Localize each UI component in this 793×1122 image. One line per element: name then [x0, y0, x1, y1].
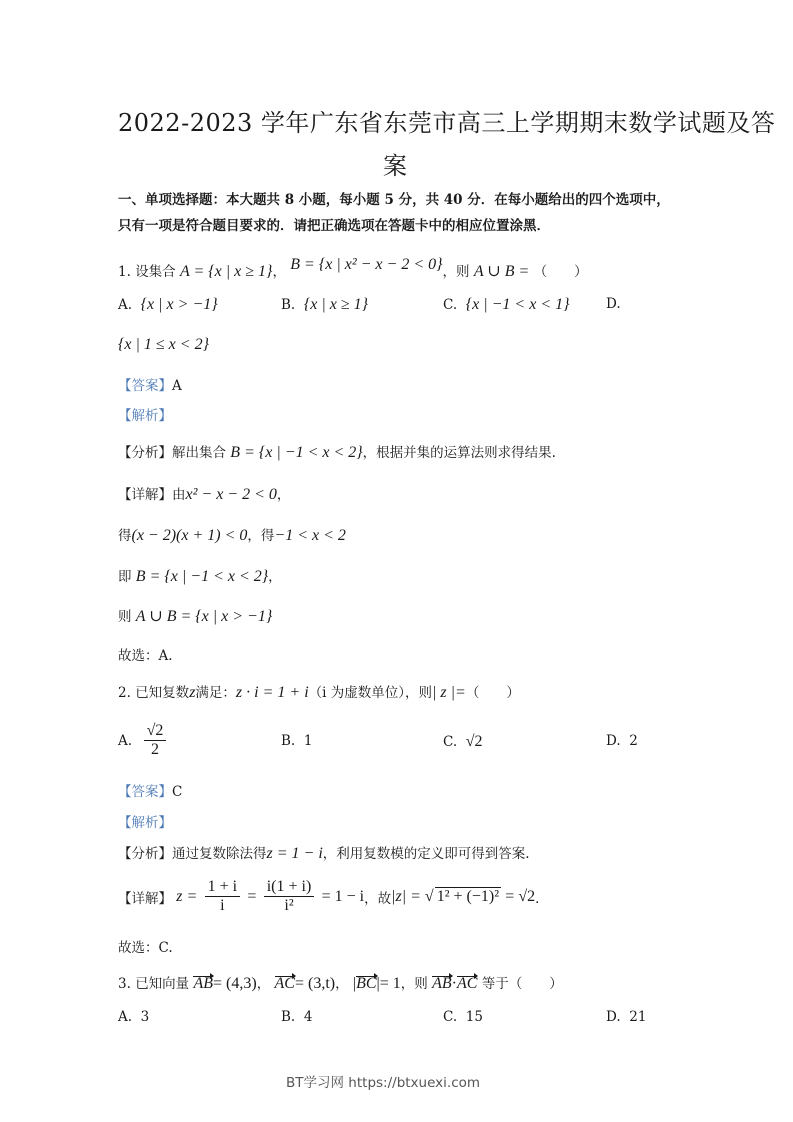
- fraction-denominator: i²: [284, 897, 294, 915]
- option-value: √2: [465, 733, 483, 750]
- q3-eq2: = (3,t): [294, 975, 336, 992]
- option-value: 1: [303, 733, 313, 749]
- fraction-numerator: 1 + i: [205, 878, 240, 897]
- q2-equation: z · i = 1 + i: [235, 684, 309, 701]
- option-value: 4: [303, 1009, 313, 1025]
- abs-bar: |: [352, 975, 357, 992]
- fraction-denominator: 2: [151, 741, 160, 759]
- answer-value: C: [172, 784, 183, 800]
- option-label: A.: [118, 297, 133, 313]
- q3-option-d: [606, 1009, 646, 1025]
- option-value: {x | 1 ≤ x < 2}: [118, 336, 209, 353]
- option-label: A.: [118, 732, 133, 749]
- q2-note: （i 为虚数单位），则: [308, 685, 432, 701]
- step-math: −1 < x < 2: [274, 527, 346, 544]
- q3-text: ，则: [400, 976, 428, 992]
- q3-paren: （ ）: [508, 976, 563, 992]
- xiangjie-text: 由: [172, 487, 186, 503]
- section-intro-line2: 只有一项是符合题目要求的．请把正确选项在答题卡中的相应位置涂黑．: [118, 218, 550, 234]
- fraction-numerator: i(1 + i): [264, 878, 315, 897]
- xiangjie-math: x² − x − 2 < 0: [185, 486, 277, 503]
- option-label: D.: [606, 733, 621, 749]
- q1-option-b: [281, 296, 368, 314]
- q2-analysis-tag: 【解析】: [118, 815, 172, 831]
- q1-analysis-tag: 【解析】: [118, 408, 172, 424]
- equals: =: [247, 887, 257, 905]
- fenxi-text-end: ，根据并集的运算法则求得结果.: [362, 445, 556, 461]
- option-label: B.: [281, 1009, 296, 1025]
- q2-answer: [118, 780, 182, 800]
- vector-ab: AB: [432, 975, 452, 992]
- xiangjie-text: ，故: [364, 890, 392, 907]
- step-math: A ∪ B = {x | x > −1}: [135, 608, 273, 625]
- xiangjie-result: = 1 − i: [321, 887, 365, 905]
- option-value: {x | x ≥ 1}: [303, 296, 368, 313]
- fenxi-tag: 【分析】: [118, 445, 172, 461]
- q2-mid: 满足：: [195, 685, 236, 701]
- fenxi-math: B = {x | −1 < x < 2}: [230, 444, 363, 461]
- option-label: C.: [443, 297, 458, 313]
- xiangjie-tag: 【详解】: [118, 890, 172, 907]
- option-value: 15: [465, 1009, 483, 1025]
- fenxi-text-end: ，利用复数模的定义即可得到答案.: [322, 846, 530, 862]
- step-math: B = {x | −1 < x < 2}: [135, 568, 269, 585]
- sqrt-result: = √2: [505, 887, 536, 905]
- option-value: 3: [140, 1009, 150, 1025]
- answer-value: A: [172, 378, 182, 394]
- step-text: 则: [118, 609, 132, 625]
- sep: ，: [335, 976, 349, 992]
- q3-option-c: [443, 1009, 483, 1025]
- fenxi-text: 解出集合: [172, 445, 226, 461]
- q2-paren: （ ）: [465, 685, 520, 701]
- q1-number: 1.: [118, 264, 131, 280]
- answer-tag: 【答案】: [118, 784, 172, 800]
- dot-operator: ·: [451, 975, 457, 992]
- q1-conclusion: 故选：A.: [118, 648, 173, 664]
- q2-stem: [118, 681, 520, 702]
- q3-number: 3.: [118, 976, 131, 992]
- option-value: 2: [629, 733, 638, 749]
- option-label: D.: [606, 1009, 621, 1025]
- section-intro-line1: 一、单项选择题：本大题共 8 小题，每小题 5 分，共 40 分．在每小题给出的四个选项中，: [118, 192, 670, 208]
- q1-option-a: [118, 296, 218, 314]
- sqrt-sign: √: [424, 887, 434, 905]
- q1-setA: A = {x | x ≥ 1}: [179, 263, 273, 280]
- q2-fenxi: [118, 842, 530, 863]
- q2-conclusion: 故选：C.: [118, 940, 173, 956]
- q1-option-d-label: D.: [606, 296, 621, 312]
- option-label: C.: [443, 734, 458, 750]
- xiangjie-end: ，: [276, 487, 291, 503]
- q1-step1: [118, 524, 346, 545]
- q1-paren: （ ）: [533, 264, 588, 280]
- q1-ask: A ∪ B =: [473, 263, 530, 280]
- q2-prefix: 已知复数: [135, 685, 190, 701]
- q1-stem: [118, 256, 588, 281]
- step-math: (x − 2)(x + 1) < 0: [131, 527, 248, 544]
- q1-fenxi: [118, 441, 556, 462]
- q2-option-b: [281, 733, 312, 749]
- q3-eq3: = 1: [379, 975, 401, 992]
- option-label: B.: [281, 733, 296, 749]
- q2-number: 2.: [118, 685, 131, 701]
- option-label: C.: [443, 1009, 458, 1025]
- q3-stem: [118, 972, 563, 993]
- q1-prefix: 设集合: [135, 264, 176, 280]
- modulus: |z| =: [391, 887, 425, 905]
- fenxi-text: 通过复数除法得: [172, 846, 267, 862]
- q1-option-c: [443, 296, 570, 314]
- q2-xiangjie: [118, 878, 549, 916]
- q1-step3: [118, 605, 272, 626]
- q2-option-c: [443, 733, 483, 751]
- xiangjie-math: z =: [176, 887, 198, 905]
- option-label: B.: [281, 297, 296, 313]
- vector-ac: AC: [274, 975, 295, 992]
- option-label: A.: [118, 1009, 133, 1025]
- q1-xiangjie: [118, 483, 290, 504]
- option-value: {x | x > −1}: [140, 296, 218, 313]
- option-fraction: [144, 722, 167, 760]
- q2-var: z: [189, 684, 196, 701]
- step-text: 即: [118, 569, 132, 585]
- step-text: ，得: [247, 528, 275, 544]
- fraction-numerator: √2: [144, 722, 167, 741]
- q3-eq1: = (4,3): [213, 975, 257, 992]
- q2-option-d: [606, 733, 638, 749]
- page-title-continued: 案: [383, 152, 408, 180]
- step-text: 得: [118, 528, 132, 544]
- xiangjie-tag: 【详解】: [118, 487, 172, 503]
- q3-option-b: [281, 1009, 312, 1025]
- q3-option-a: [118, 1009, 149, 1025]
- q1-suffix: ，则: [442, 264, 470, 280]
- q1-option-d-value: [118, 336, 209, 354]
- vector-ac: AC: [456, 975, 478, 992]
- q3-suffix: 等于: [481, 976, 509, 992]
- q1-answer: [118, 374, 182, 394]
- fenxi-tag: 【分析】: [118, 846, 172, 862]
- fraction-1: [205, 878, 240, 916]
- end-mark: ．: [535, 890, 549, 907]
- sqrt-inner: 1² + (−1)²: [436, 888, 499, 906]
- fraction-denominator: i: [220, 897, 225, 915]
- fenxi-math: z = 1 − i: [266, 845, 323, 862]
- step-text: ，: [268, 569, 282, 585]
- option-value: {x | −1 < x < 1}: [465, 296, 570, 313]
- q1-step2: [118, 565, 282, 586]
- sep: ，: [256, 976, 271, 992]
- q2-option-a: [118, 722, 169, 760]
- q1-setB: B = {x | x² − x − 2 < 0}: [290, 256, 443, 273]
- vector-ab: AB: [193, 975, 214, 992]
- fraction-2: [264, 878, 315, 916]
- footer-watermark: BT学习网 https://btxuexi.com: [286, 1075, 481, 1091]
- answer-tag: 【答案】: [118, 378, 172, 394]
- option-value: 21: [629, 1009, 647, 1025]
- page-title: 2022-2023 学年广东省东莞市高三上学期期末数学试题及答: [118, 109, 776, 137]
- q1-sep: ，: [272, 264, 286, 280]
- q3-prefix: 已知向量: [135, 976, 190, 992]
- abs-bar: |: [376, 975, 380, 992]
- vector-bc: BC: [356, 975, 377, 992]
- q2-ask: | z |=: [432, 684, 466, 701]
